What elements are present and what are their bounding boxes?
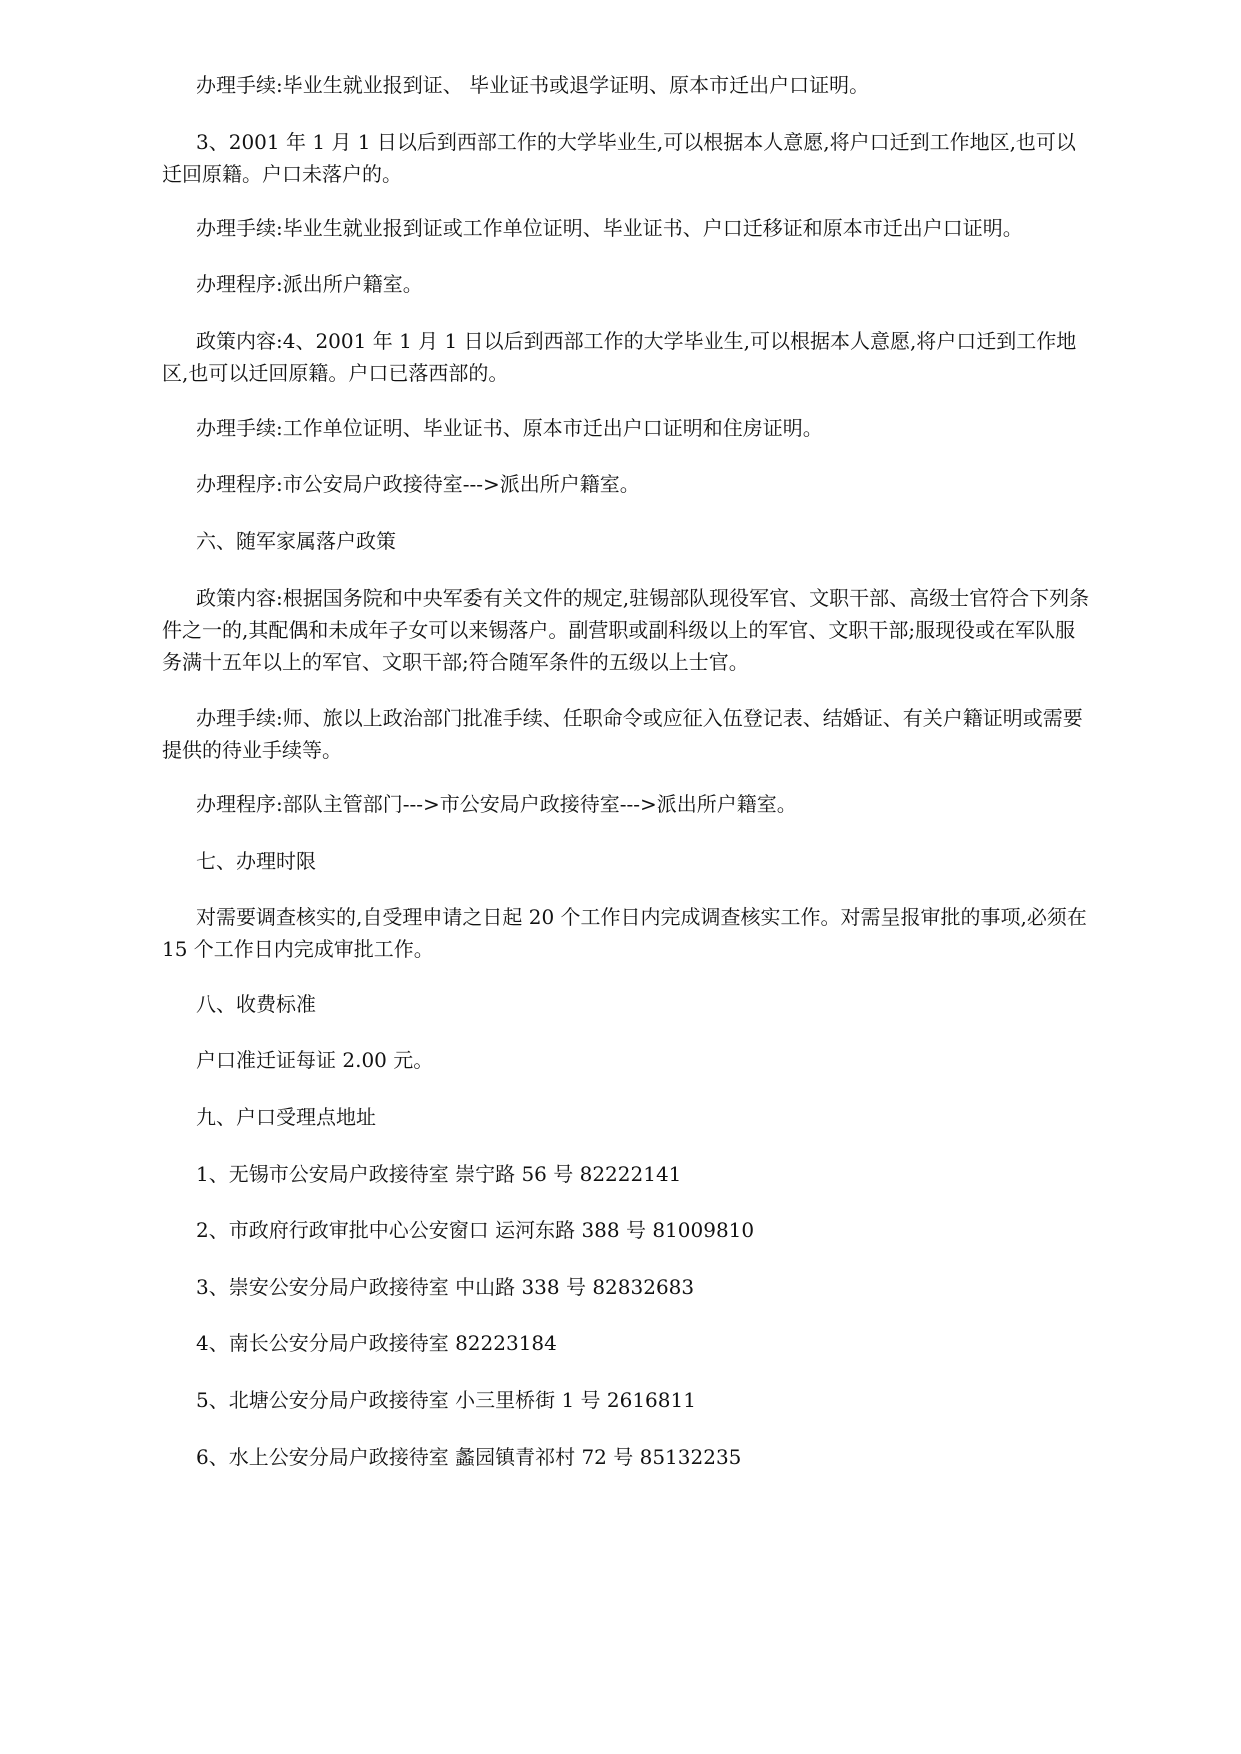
paragraph-process-police-station: 办理程序:派出所户籍室。 xyxy=(196,272,423,296)
paragraph-process-city-bureau: 办理程序:市公安局户政接待室--->派出所户籍室。 xyxy=(196,472,640,496)
address-item-2: 2、市政府行政审批中心公安窗口 运河东路 388 号 81009810 xyxy=(196,1218,755,1242)
section-heading-time-limit: 七、办理时限 xyxy=(196,849,316,873)
section-heading-addresses: 九、户口受理点地址 xyxy=(196,1105,376,1129)
address-item-4: 4、南长公安分局户政接待室 82223184 xyxy=(196,1331,557,1355)
paragraph-time-limit: 对需要调查核实的,自受理申请之日起 20 个工作日内完成调查核实工作。对需呈报审批的事项,必须在 15 个工作日内完成审批工作。 xyxy=(162,905,1087,961)
section-heading-military-family: 六、随军家属落户政策 xyxy=(196,529,396,553)
address-item-3: 3、崇安公安分局户政接待室 中山路 338 号 82832683 xyxy=(196,1275,695,1299)
address-item-1: 1、无锡市公安局户政接待室 崇宁路 56 号 82222141 xyxy=(196,1162,682,1186)
paragraph-west-graduates-settled: 政策内容:4、2001 年 1 月 1 日以后到西部工作的大学毕业生,可以根据本人意愿,将户口迁到工作地区,也可以迁回原籍。户口已落西部的。 xyxy=(162,329,1077,385)
paragraph-fee: 户口准迁证每证 2.00 元。 xyxy=(196,1048,434,1072)
paragraph-west-graduates-not-settled: 3、2001 年 1 月 1 日以后到西部工作的大学毕业生,可以根据本人意愿,将户口迁到工作地区,也可以迁回原籍。户口未落户的。 xyxy=(162,130,1076,186)
paragraph-military-policy: 政策内容:根据国务院和中央军委有关文件的规定,驻锡部队现役军官、文职干部、高级士官符合下列条件之一的,其配偶和未成年子女可以来锡落户。副营职或副科级以上的军官、文职干部;服现役或在军队服务满十五年以上的军官、文职干部;符合随军条件的五级以上士官。 xyxy=(162,586,1090,674)
address-item-5: 5、北塘公安分局户政接待室 小三里桥街 1 号 2616811 xyxy=(196,1388,696,1412)
paragraph-procedure-work-unit: 办理手续:工作单位证明、毕业证书、原本市迁出户口证明和住房证明。 xyxy=(196,416,823,440)
paragraph-military-procedure: 办理手续:师、旅以上政治部门批准手续、任职命令或应征入伍登记表、结婚证、有关户籍证明或需要提供的待业手续等。 xyxy=(162,706,1083,762)
paragraph-military-process: 办理程序:部队主管部门--->市公安局户政接待室--->派出所户籍室。 xyxy=(196,792,797,816)
paragraph-graduation-procedure-2: 办理手续:毕业生就业报到证或工作单位证明、毕业证书、户口迁移证和原本市迁出户口证明。 xyxy=(196,216,1023,240)
address-item-6: 6、水上公安分局户政接待室 蠡园镇青祁村 72 号 85132235 xyxy=(196,1445,742,1469)
section-heading-fee: 八、收费标准 xyxy=(196,992,316,1016)
paragraph-graduation-procedure-1: 办理手续:毕业生就业报到证、 毕业证书或退学证明、原本市迁出户口证明。 xyxy=(196,73,870,97)
